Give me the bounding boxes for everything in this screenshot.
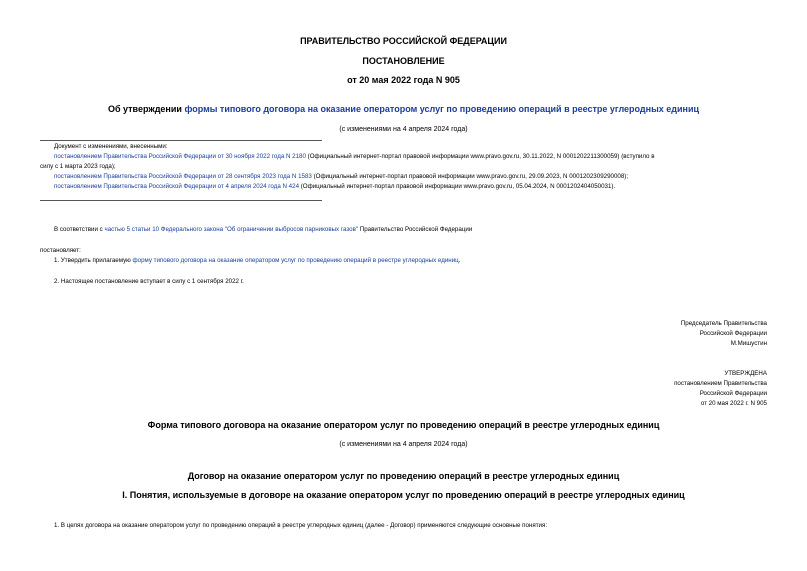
legal-basis-suffix: Правительство Российской Федерации — [358, 226, 473, 233]
amendment-text-1: (Официальный интернет-портал правовой информации www.pravo.gov.ru, 30.11.2022, N 0001202211300059) (вступило в — [305, 153, 655, 160]
signature-name: М.Мишустин — [730, 340, 767, 347]
government-heading: ПРАВИТЕЛЬСТВО РОССИЙСКОЙ ФЕДЕРАЦИИ — [300, 36, 507, 46]
approved-stamp-line2: постановлением Правительства — [674, 380, 767, 387]
amendment-item-1-continuation: силу с 1 марта 2023 года); — [40, 163, 116, 170]
amendment-text-2: (Официальный интернет-портал правовой информации www.pravo.gov.ru, 29.09.2023, N 0001202309290008); — [311, 173, 629, 180]
legal-basis-prefix: В соответствии с — [54, 226, 105, 233]
amendments-top-divider — [40, 140, 322, 141]
approved-stamp-line1: УТВЕРЖДЕНА — [724, 370, 767, 377]
legal-basis-paragraph — [54, 225, 472, 234]
point-2: 2. Настоящее постановление вступает в силу с 1 сентября 2022 г. — [54, 278, 244, 285]
amendments-bottom-divider — [40, 200, 322, 201]
document-type-heading: ПОСТАНОВЛЕНИЕ — [362, 56, 445, 66]
amendment-link-2[interactable]: постановлением Правительства Российской Федерации от 28 сентября 2023 года N 1583 — [54, 173, 312, 180]
amendment-text-3: (Официальный интернет-портал правовой информации www.pravo.gov.ru, 05.04.2024, N 0001202404050031). — [299, 183, 616, 190]
section-1-title: I. Понятия, используемые в договоре на оказание оператором услуг по проведению операций в реестре углеродных единиц — [122, 490, 685, 500]
decides-text: постановляет: — [40, 247, 81, 254]
document-date: от 20 мая 2022 года N 905 — [347, 75, 460, 85]
amendment-item-3 — [54, 182, 615, 191]
signature-position-line2: Российской Федерации — [699, 330, 767, 337]
point-1-suffix: . — [458, 257, 461, 264]
approved-stamp-line4: от 20 мая 2022 г. N 905 — [700, 400, 767, 407]
document-title — [0, 104, 807, 114]
signature-position-line1: Председатель Правительства — [680, 320, 767, 327]
form-changes-note: (с изменениями на 4 апреля 2024 года) — [339, 441, 468, 448]
amendment-item-2 — [54, 172, 628, 181]
contract-title: Договор на оказание оператором услуг по проведению операций в реестре углеродных единиц — [187, 471, 620, 481]
clause-1: 1. В целях договора на оказание оператором услуг по проведению операций в реестре углеродных единиц (далее - Договор) применяются следующие основные понятия: — [54, 522, 548, 529]
point-1-link[interactable]: форму типового договора на оказание оператором услуг по проведению операций в реестре углеродных единиц — [132, 257, 459, 264]
amendment-link-3[interactable]: постановлением Правительства Российской Федерации от 4 апреля 2024 года N 424 — [54, 183, 300, 190]
form-title: Форма типового договора на оказание оператором услуг по проведению операций в реестре углеродных единиц — [147, 420, 660, 430]
changes-note: (с изменениями на 4 апреля 2024 года) — [339, 126, 468, 133]
legal-basis-link[interactable]: частью 5 статьи 10 Федерального закона "Об ограничении выбросов парниковых газов" — [104, 226, 359, 233]
document-title-link[interactable]: формы типового договора на оказание оператором услуг по проведению операций в реестре углеродных единиц — [184, 104, 700, 114]
amendment-item-1 — [54, 152, 655, 161]
amendment-link-1[interactable]: постановлением Правительства Российской Федерации от 30 ноября 2022 года N 2180 — [54, 153, 306, 160]
document-title-prefix: Об утверждении — [107, 104, 185, 114]
point-1-prefix: 1. Утвердить прилагаемую — [54, 257, 133, 264]
approved-stamp-line3: Российской Федерации — [699, 390, 767, 397]
point-1 — [54, 256, 460, 265]
amendments-intro: Документ с изменениями, внесенными: — [54, 143, 168, 150]
